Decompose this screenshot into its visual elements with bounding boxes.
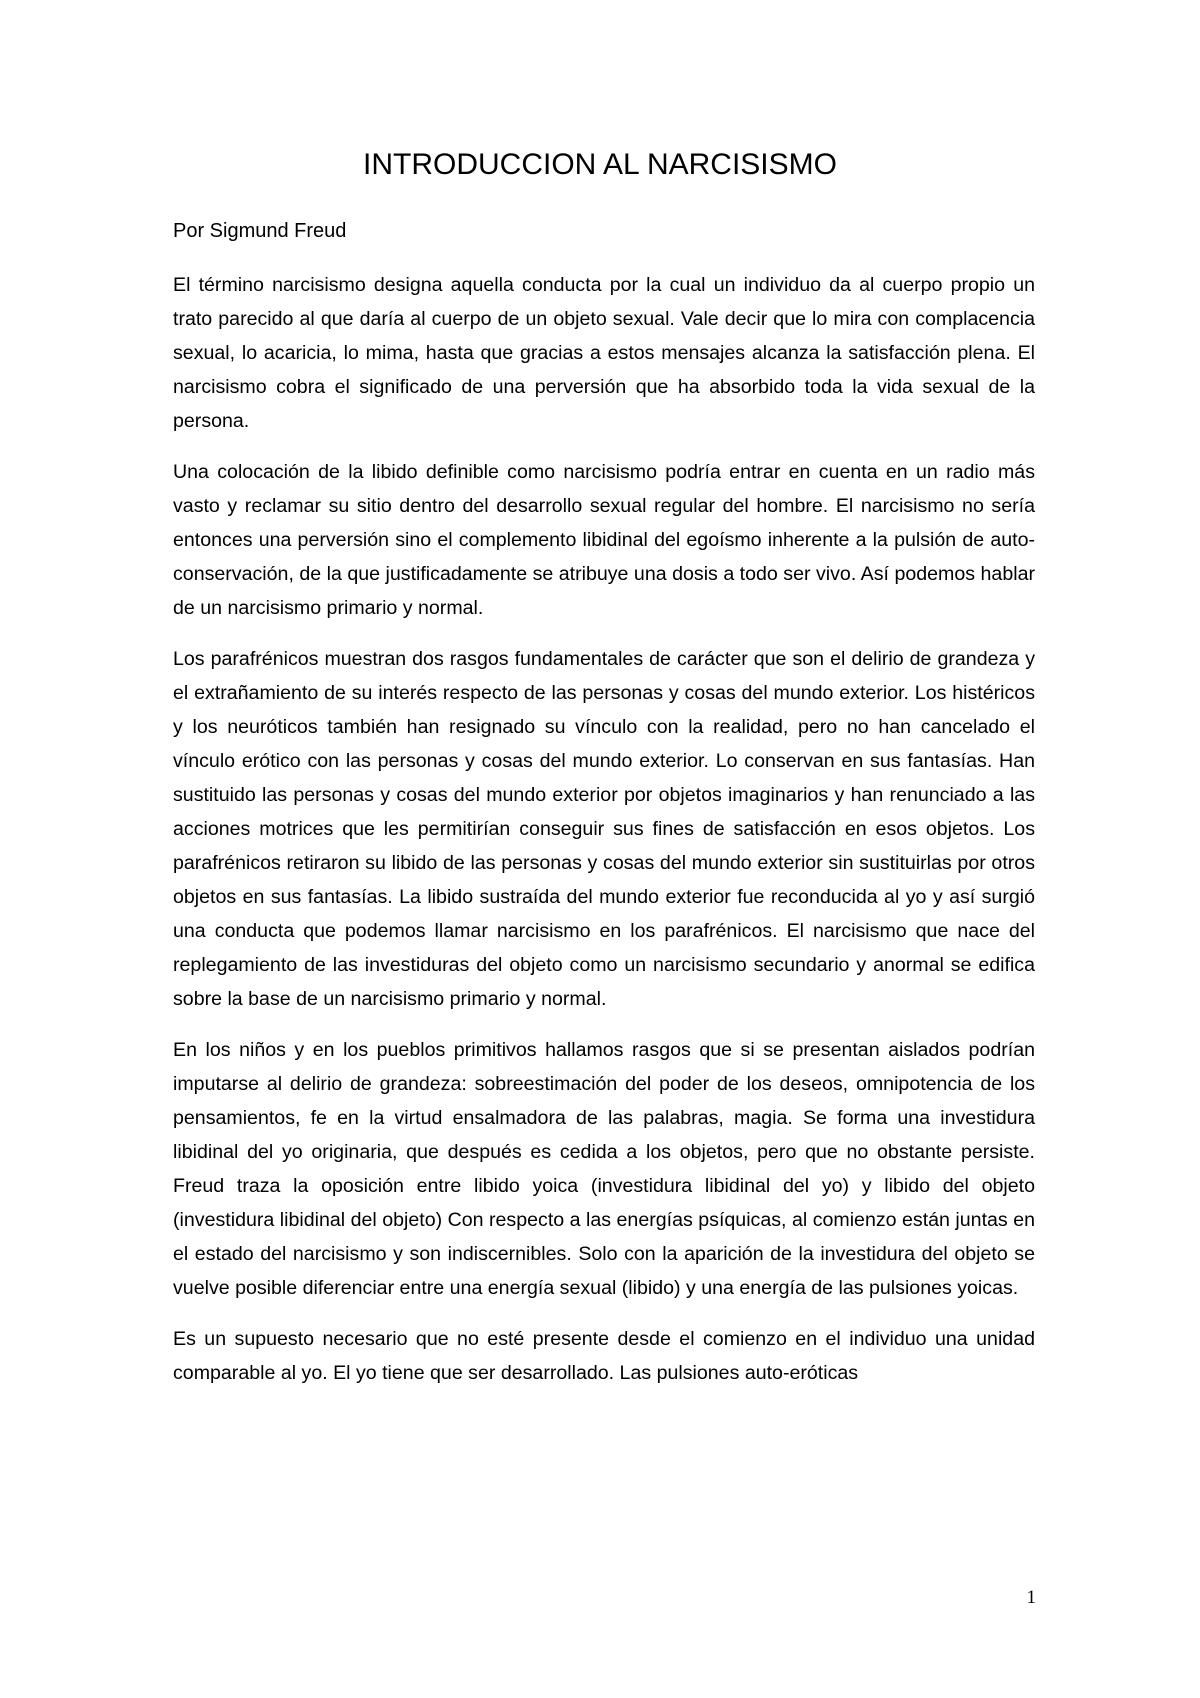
paragraph: En los niños y en los pueblos primitivos hallamos rasgos que si se presentan aislados podrían imputarse al delirio de grandeza: sobreestimación del poder de los deseos, omnipotencia de los pensamientos, fe en la virtud ensalmadora de las palabras, magia. Se forma una investidura libidinal del yo originaria, que después es cedida a los objetos, pero que no obstante persiste. Freud traza la oposición entre libido yoica (investidura libidinal del yo) y libido del objeto (investidura libidinal del objeto) Con respecto a las energías psíquicas, al comienzo están juntas en el estado del narcisismo y son indiscernibles. Solo con la aparición de la investidura del objeto se vuelve posible diferenciar entre una energía sexual (libido) y una energía de las pulsiones yoicas. (173, 1039, 1035, 1299)
document-title: INTRODUCCION AL NARCISISMO (363, 148, 837, 181)
paragraph: Es un supuesto necesario que no esté presente desde el comienzo en el individuo una unidad comparable al yo. El yo tiene que ser desarrollado. Las pulsiones auto-eróticas (173, 1328, 1035, 1384)
page-number: 1 (1026, 1587, 1036, 1608)
paragraph: El término narcisismo designa aquella conducta por la cual un individuo da al cuerpo propio un trato parecido al que daría al cuerpo de un objeto sexual. Vale decir que lo mira con complacencia sexual, lo acaricia, lo mima, hasta que gracias a estos mensajes alcanza la satisfacción plena. El narcisismo cobra el significado de una perversión que ha absorbido toda la vida sexual de la persona. (173, 274, 1035, 432)
paragraph: Los parafrénicos muestran dos rasgos fundamentales de carácter que son el delirio de grandeza y el extrañamiento de su interés respecto de las personas y cosas del mundo exterior. Los histéricos y los neuróticos también han resignado su vínculo con la realidad, pero no han cancelado el vínculo erótico con las personas y cosas del mundo exterior. Lo conservan en sus fantasías. Han sustituido las personas y cosas del mundo exterior por objetos imaginarios y han renunciado a las acciones motrices que les permitirían conseguir sus fines de satisfacción en esos objetos. Los parafrénicos retiraron su libido de las personas y cosas del mundo exterior sin sustituirlas por otros objetos en sus fantasías. La libido sustraída del mundo exterior fue reconducida al yo y así surgió una conducta que podemos llamar narcisismo en los parafrénicos. El narcisismo que nace del replegamiento de las investiduras del objeto como un narcisismo secundario y anormal se edifica sobre la base de un narcisismo primario y normal. (173, 648, 1035, 1010)
document-author: Por Sigmund Freud (173, 220, 347, 242)
document-body (173, 268, 1035, 1407)
paragraph: Una colocación de la libido definible como narcisismo podría entrar en cuenta en un radio más vasto y reclamar su sitio dentro del desarrollo sexual regular del hombre. El narcisismo no sería entonces una perversión sino el complemento libidinal del egoísmo inherente a la pulsión de auto-conservación, de la que justificadamente se atribuye una dosis a todo ser vivo. Así podemos hablar de un narcisismo primario y normal. (173, 461, 1035, 619)
